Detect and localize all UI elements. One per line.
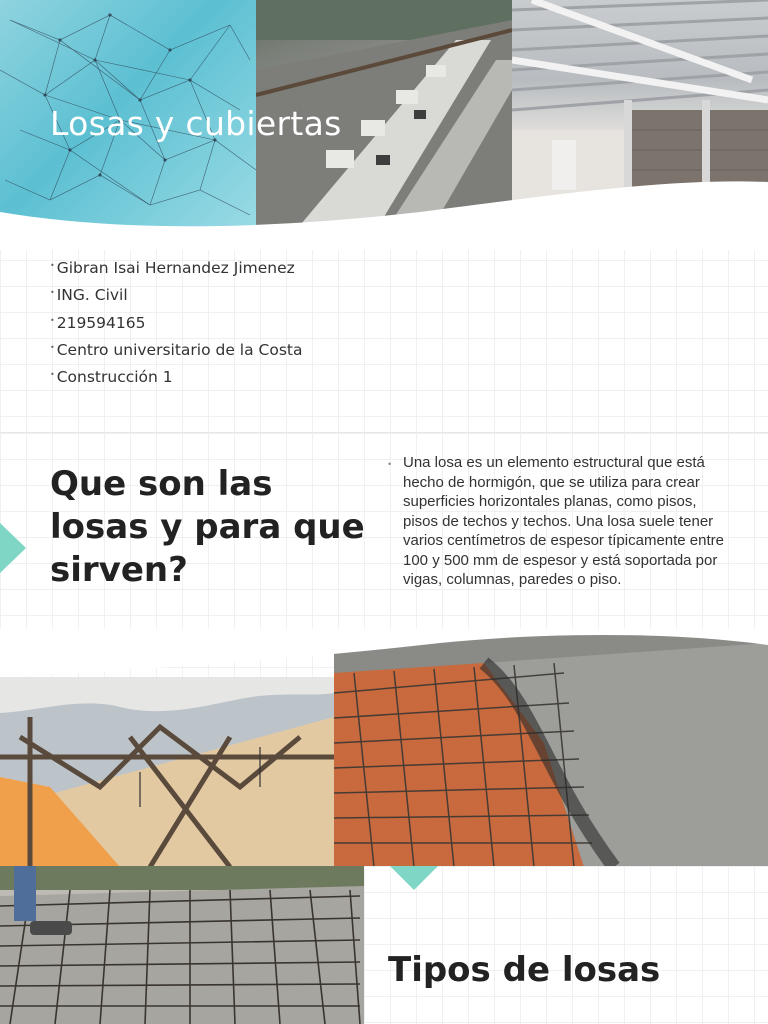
slide-title (0, 0, 768, 432)
rebar-drawing (0, 866, 364, 1024)
presentation-title: Losas y cubiertas (50, 104, 342, 143)
university: • Centro universitario de la Costa (50, 340, 303, 359)
section-heading: Que son las losas y para que sirven? (50, 464, 365, 590)
wave-divider (0, 170, 768, 250)
definition-paragraph: Una losa es un elemento estructural que está hecho de hormigón, que se utiliza para crear superficies horizontales planas, como pisos, pisos de techos y techos. Una losa suele tener varios centímetros de espesor típicamente entre 100 y 500 mm de espesor y está soportada por vigas, columnas, paredes o piso. (403, 454, 724, 588)
diagram-drawing (0, 677, 334, 866)
author-info-list (50, 252, 303, 388)
section-heading: Tipos de losas (388, 950, 661, 990)
definition-text (388, 453, 728, 590)
course: • Construcción 1 (50, 368, 173, 387)
slide-types (0, 866, 768, 1024)
student-id: • 219594165 (50, 313, 146, 332)
slab-section-diagram (0, 677, 334, 866)
slide-definition (0, 432, 768, 866)
degree: • ING. Civil (50, 286, 128, 305)
bullet-icon: • (388, 459, 392, 469)
rebar-grid-photo (0, 866, 364, 1024)
accent-triangle-icon (390, 866, 438, 890)
author-name: • Gibran Isai Hernandez Jimenez (50, 259, 295, 277)
accent-triangle-icon (0, 523, 26, 573)
